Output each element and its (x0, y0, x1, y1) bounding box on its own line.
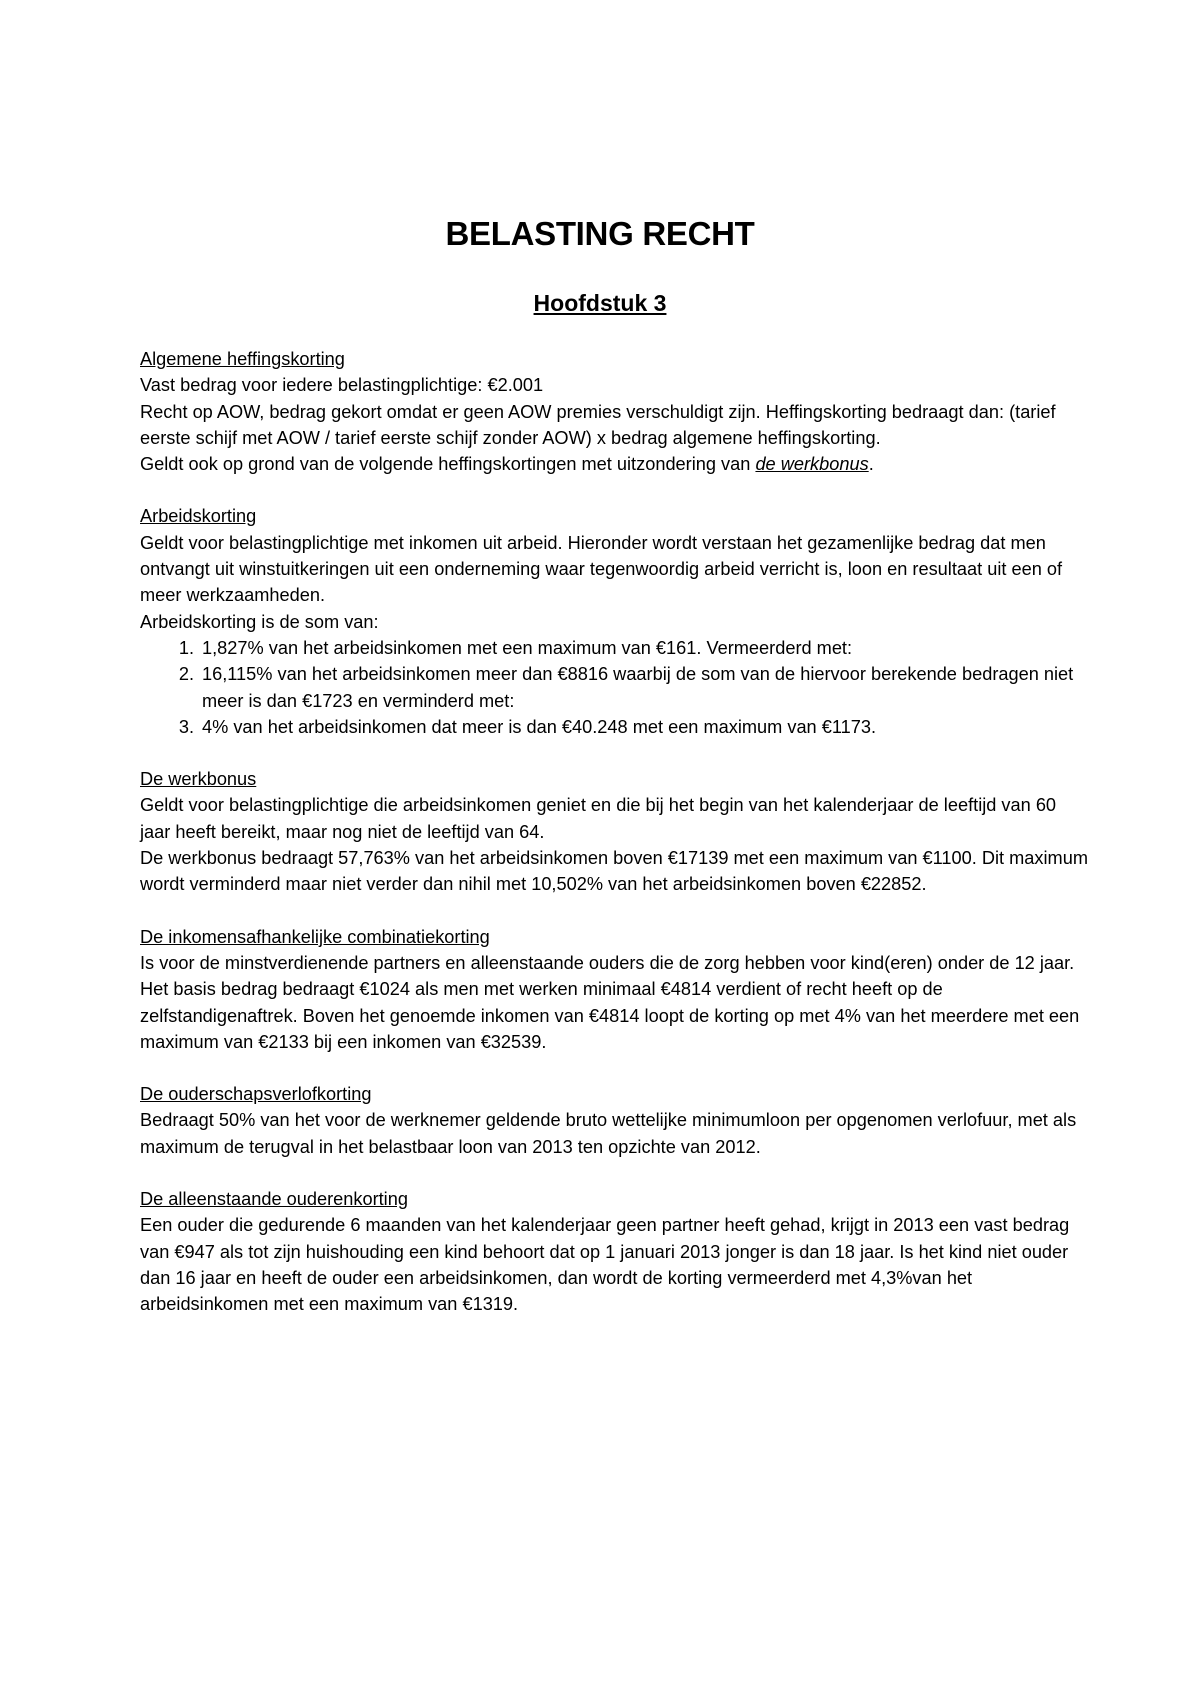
section-werkbonus (140, 766, 1090, 897)
paragraph: Arbeidskorting is de som van: (140, 611, 379, 632)
section-heading: Arbeidskorting (140, 506, 257, 527)
document-title: BELASTING RECHT (445, 215, 755, 252)
paragraph: Geldt voor belastingplichtige die arbeidsinkomen geniet en die bij het begin van het kalenderjaar de leeftijd van 60 jaar heeft bereikt, maar nog niet de leeftijd van 64. (140, 795, 1057, 842)
document-body (140, 346, 1090, 1344)
paragraph: Een ouder die gedurende 6 maanden van het kalenderjaar geen partner heeft gehad, krijgt in 2013 een vast bedrag van €947 als tot zijn huishouding een kind behoort dat op 1 januari 2013 jonger is dan 18 jaar. Is het kind niet ouder dan 16 jaar en heeft de ouder een arbeidsinkomen, dan wordt de korting vermeerderd met 4,3%van het arbeidsinkomen met een maximum van €1319. (140, 1215, 1070, 1315)
section-combinatiekorting (140, 924, 1090, 1055)
paragraph: Is voor de minstverdienende partners en alleenstaande ouders die de zorg hebben voor kind(eren) onder de 12 jaar. Het basis bedrag bedraagt €1024 als men met werken minimaal €4814 verdient of recht heeft op de zelfstandigenaftrek. Boven het genoemde inkomen van €4814 loopt de korting op met 4% van het meerdere met een maximum van €2133 bij een inkomen van €32539. (140, 952, 1080, 1052)
section-heading: De alleenstaande ouderenkorting (140, 1189, 408, 1210)
list-number: 1. (178, 637, 194, 658)
list-item (140, 714, 1090, 740)
chapter-title: Hoofdstuk 3 (533, 290, 667, 316)
paragraph: Vast bedrag voor iedere belastingplichtige: €2.001 (140, 375, 544, 396)
list-item-text: 16,115% van het arbeidsinkomen meer dan €8816 waarbij de som van de hiervoor berekende bedragen niet meer is dan €1723 en verminderd met: (202, 664, 1074, 711)
section-heading: De ouderschapsverlofkorting (140, 1084, 372, 1105)
list-item-text: 4% van het arbeidsinkomen dat meer is dan €40.248 met een maximum van €1173. (202, 716, 877, 737)
list-item (140, 635, 1090, 661)
paragraph (140, 451, 1090, 477)
paragraph: De werkbonus bedraagt 57,763% van het arbeidsinkomen boven €17139 met een maximum van €1100. Dit maximum wordt verminderd maar niet verder dan nihil met 10,502% van het arbeidsinkomen boven €22852. (140, 848, 1088, 895)
paragraph: Bedraagt 50% van het voor de werknemer geldende bruto wettelijke minimumloon per opgenomen verlofuur, met als maximum de terugval in het belastbaar loon van 2013 ten opzichte van 2012. (140, 1110, 1077, 1157)
section-arbeidskorting (140, 503, 1090, 740)
section-alleenstaande-ouderenkorting (140, 1186, 1090, 1317)
paragraph: Geldt voor belastingplichtige met inkomen uit arbeid. Hieronder wordt verstaan het gezamenlijke bedrag dat men ontvangt uit winstuitkeringen uit een onderneming waar tegenwoordig arbeid verricht is, loon en resultaat uit een of meer werkzaamheden. (140, 532, 1063, 606)
list-item-text: 1,827% van het arbeidsinkomen met een maximum van €161. Vermeerderd met: (202, 637, 853, 658)
section-heading: De inkomensafhankelijke combinatiekorting (140, 926, 490, 947)
werkbonus-reference-link[interactable]: de werkbonus (755, 454, 869, 475)
list-number: 2. (178, 664, 194, 685)
section-heading: De werkbonus (140, 769, 257, 790)
paragraph: Recht op AOW, bedrag gekort omdat er geen AOW premies verschuldigt zijn. Heffingskorting bedraagt dan: (tarief eerste schijf met AOW / tarief eerste schijf zonder AOW) x bedrag algemene heffingskorting. (140, 401, 1056, 448)
section-ouderschapsverlofkorting (140, 1081, 1090, 1160)
section-heading: Algemene heffingskorting (140, 349, 345, 369)
list-item (140, 661, 1090, 714)
list-number: 3. (178, 716, 194, 737)
paragraph-text: Geldt ook op grond van de volgende heffingskortingen met uitzondering van (140, 454, 756, 475)
section-algemene-heffingskorting (140, 346, 1090, 477)
numbered-list (140, 635, 1090, 740)
paragraph-text: . (868, 454, 874, 475)
